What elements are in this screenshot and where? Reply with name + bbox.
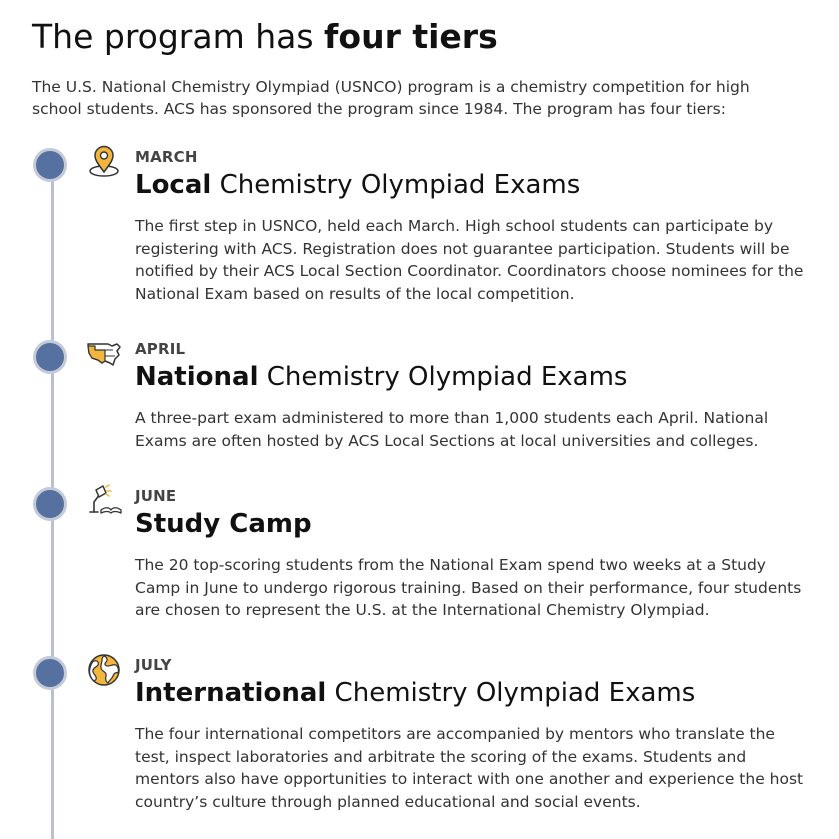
- tier-title: [135, 360, 627, 394]
- tier-month: JUNE: [135, 487, 177, 505]
- tier-title-rest: Chemistry Olympiad Exams: [326, 678, 696, 708]
- usa-map-icon: [86, 336, 122, 372]
- desk-lamp-book-icon: [86, 482, 122, 518]
- tier-month: MARCH: [135, 148, 198, 166]
- page-title: [32, 14, 498, 60]
- tier-title-bold: International: [135, 678, 327, 708]
- tier-description: A three-part exam administered to more than 1,000 students each April. National Exams are often hosted by ACS Local Sections at local universities and colleges.: [135, 409, 769, 450]
- page-title-lead: The program has: [32, 17, 325, 56]
- tier-title-bold: National: [135, 362, 259, 392]
- globe-icon: [86, 652, 122, 688]
- timeline-dot: [33, 148, 67, 182]
- timeline-dot: [33, 656, 67, 690]
- intro-paragraph: The U.S. National Chemistry Olympiad (USNCO) program is a chemistry competition for high school students. ACS has sponsored the program since 1984. The program has four tiers:: [32, 78, 750, 118]
- map-pin-icon: [86, 144, 122, 180]
- tier-title-bold: Study Camp: [135, 509, 312, 539]
- timeline-dot: [33, 487, 67, 521]
- tier-title-rest: Chemistry Olympiad Exams: [258, 362, 628, 392]
- tier-title: [135, 507, 312, 541]
- tier-title: [135, 168, 580, 202]
- tier-title: [135, 676, 695, 710]
- page-title-bold: four tiers: [324, 17, 498, 56]
- timeline-dot: [33, 340, 67, 374]
- tier-description: The first step in USNCO, held each March. High school students can participate by registering with ACS. Registration does not guarantee participation. Students will be notified by their ACS Local Section Coordinator. Coordinators choose nominees for the National Exam based on results of the local competition.: [135, 217, 804, 303]
- tier-title-rest: Chemistry Olympiad Exams: [211, 170, 581, 200]
- tier-description: The 20 top-scoring students from the National Exam spend two weeks at a Study Camp in June to undergo rigorous training. Based on their performance, four students are chosen to represent the U.S. at the International Chemistry Olympiad.: [135, 556, 802, 619]
- tier-description: The four international competitors are accompanied by mentors who translate the test, inspect laboratories and arbitrate the scoring of the exams. Students and mentors also have opportunities to interact with one another and experience the host country’s culture through planned educational and social events.: [135, 725, 804, 811]
- tier-month: APRIL: [135, 340, 186, 358]
- tier-title-bold: Local: [135, 170, 212, 200]
- tier-month: JULY: [135, 656, 172, 674]
